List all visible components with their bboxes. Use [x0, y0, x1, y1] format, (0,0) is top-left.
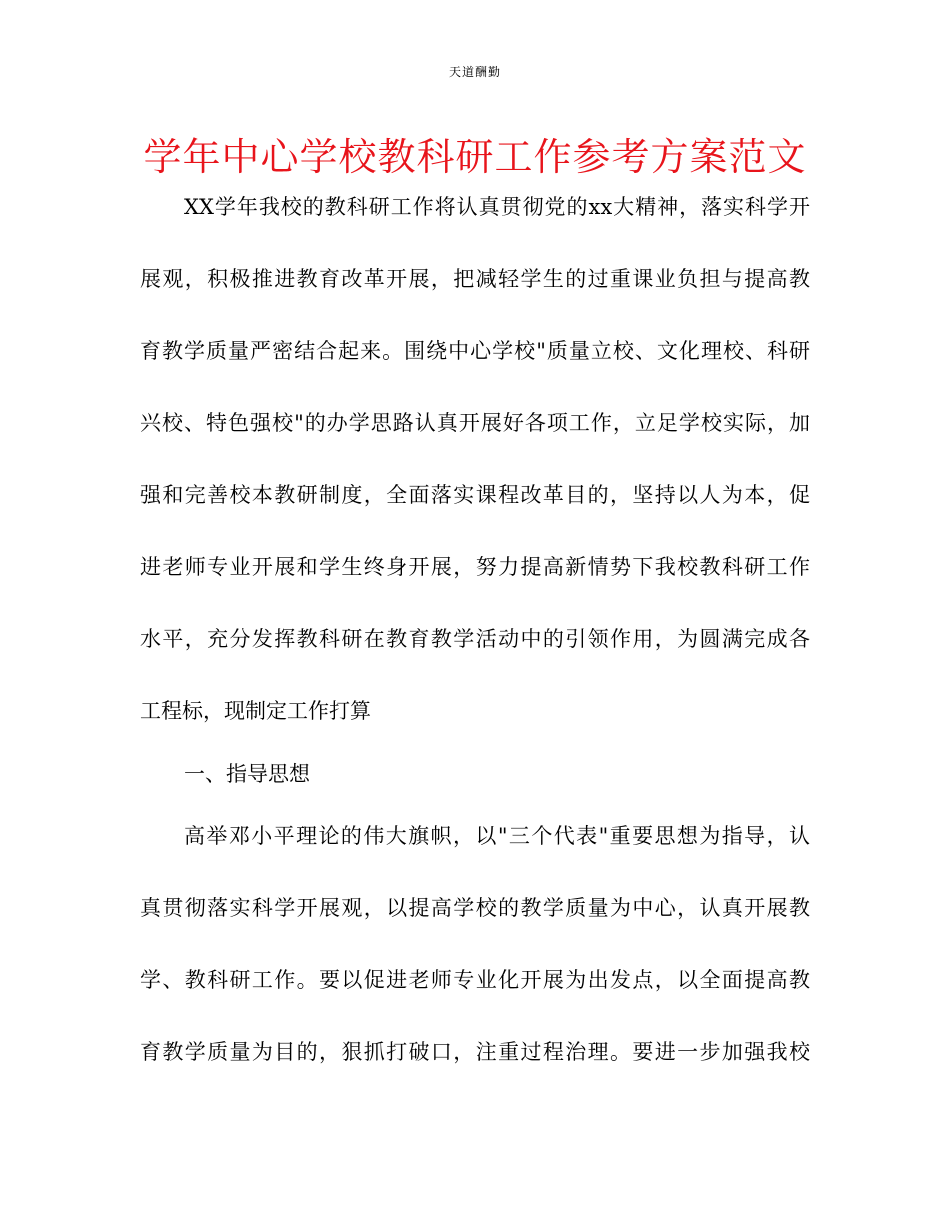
- section-heading: 一、指导思想: [184, 762, 310, 786]
- paragraph-line: 高举邓小平理论的伟大旗帜，以"三个代表"重要思想为指导，认: [184, 824, 810, 848]
- page-header: 天道酬勤: [448, 65, 501, 79]
- paragraph-line: 水平，充分发挥教科研在教育教学活动中的引领作用，为圆满完成各: [140, 627, 810, 651]
- paragraph-line: 工程标，现制定工作打算: [140, 699, 371, 723]
- paragraph-line: 强和完善校本教研制度，全面落实课程改革目的，坚持以人为本，促: [140, 483, 810, 507]
- paragraph-line: 学、教科研工作。要以促进老师专业化开展为出发点，以全面提高教: [140, 968, 810, 992]
- paragraph-line: XX学年我校的教科研工作将认真贯彻党的xx大精神，落实科学开: [184, 195, 810, 219]
- paragraph-line: 展观，积极推进教育改革开展，把减轻学生的过重课业负担与提高教: [140, 267, 810, 291]
- paragraph-line: 育教学质量严密结合起来。围绕中心学校"质量立校、文化理校、科研: [140, 339, 810, 363]
- paragraph-line: 育教学质量为目的，狠抓打破口，注重过程治理。要进一步加强我校: [140, 1040, 810, 1064]
- paragraph-line: 兴校、特色强校"的办学思路认真开展好各项工作，立足学校实际，加: [140, 411, 810, 435]
- document-title: 学年中心学校教科研工作参考方案范文: [143, 135, 807, 179]
- paragraph-line: 真贯彻落实科学开展观，以提高学校的教学质量为中心，认真开展教: [140, 896, 810, 920]
- paragraph-line: 进老师专业开展和学生终身开展，努力提高新情势下我校教科研工作: [140, 555, 810, 579]
